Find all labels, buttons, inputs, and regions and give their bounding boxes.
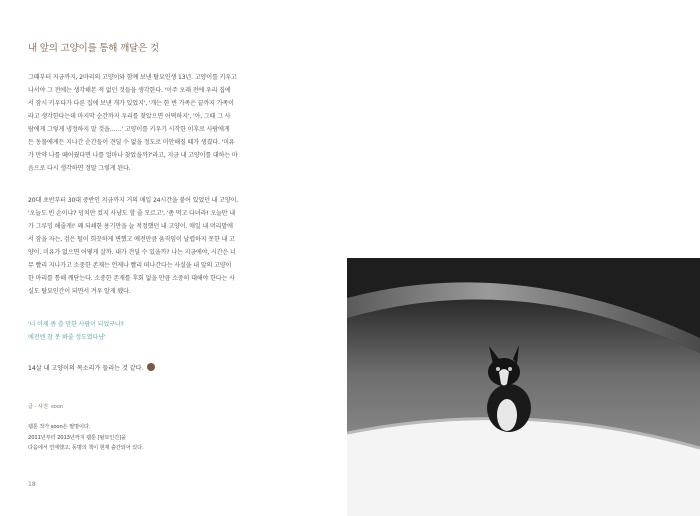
paragraph-line: 서 잠을 자는, 검은 털이 희끗하게 변했고 예전만큼 움직임이 날렵하지 못한 내 고 [28, 236, 235, 243]
paragraph-line: 서 잠시 키우다가 다른 집에 보낸 개가 있었지', '개는 한 번 가족은 끝까지 가족이 [28, 100, 234, 107]
paragraph-line: 음으로 다시 생각하면 정말 그렇게 된다. [28, 165, 131, 172]
paragraph-line: 나서야 그 전에는 생각해본 적 없던 것들을 생각한다. '이주 오래 전에 우리 집에 [28, 87, 231, 94]
paragraph-line: 든 동물에게든 지나간 순간들이 견딜 수 없을 정도로 미안해질 때가 생겼다. '미유 [28, 139, 235, 146]
paragraph-line: 실도 탈묘인간이 되면서 겨우 알게 됐다. [28, 288, 131, 295]
paragraph-line: 양이. 미유가 없으면 어떻게 살까. 내가 견딜 수 있을까? 나는 지금에야, 시간은 너 [28, 249, 236, 256]
cat-photo-image [347, 258, 700, 516]
closing-text: 14살 내 고양이의 목소리가 들리는 것 같다. [28, 365, 144, 372]
paragraph-line: '오늘도 빈 손이냐? 덩치만 컸지 사냥도 할 줄 모르고', '좀 먹고 다녀라! 오늘만 내 [28, 210, 236, 217]
paragraph-1 [28, 71, 296, 175]
credit-label: 글 · 사진 [28, 404, 48, 410]
page-number: 18 [28, 481, 36, 488]
credit-name: soon [50, 404, 64, 410]
paragraph-line: 무 빨리 지나가고 소중한 존재는 언제나 빨리 떠나간다는 사실을 내 앞의 고양이 [28, 262, 232, 269]
paragraph-line: 그때부터 지금까지, 2마리의 고양이와 함께 보낸 탈묘인생 13년. 고양이를 키우고 [28, 74, 237, 81]
cat-quote [28, 318, 124, 344]
bio-line: 다음에서 연재했고, 동명의 책이 현재 출간되어 있다. [28, 445, 144, 451]
article-title: 내 앞의 고양이를 통해 깨달은 것 [28, 43, 159, 54]
paragraph-line: 가 그루밍 해줄게!' 꽤 되쇄한 용기만을 늘 적정했던 내 고양이. 매일 내 머리맡에 [28, 223, 233, 230]
author-bio [28, 422, 144, 454]
paragraph-2 [28, 194, 296, 298]
closing-line [28, 362, 155, 375]
paw-icon [147, 363, 155, 371]
quote-line: '너 이제 좀 쓸 만한 사람이 되었구나? [28, 321, 124, 328]
quote-line: 예전엔 참 못 봐줄 정도였다냥' [28, 334, 106, 341]
credit [28, 403, 63, 410]
paragraph-line: 가 만약 나를 떼어줬다면 나를 얼마나 찾았을까?'라고, 지금 내 고양이를 대하는 마 [28, 152, 238, 159]
paragraph-line: 한 마리를 통해 깨닫는다. 소중한 존재를 후회 없을 만큼 소중히 대해야 한다는 사 [28, 275, 235, 282]
bio-line: 웹툰 작가 soon은 필명이다. [28, 424, 91, 430]
paragraph-line: 라고 생각한다는데 마지막 순간까지 우리를 찾았으면 어떡하지', '아, 그때 그 사 [28, 113, 231, 120]
paragraph-line: 람에게 그렇게 냉정하지 말 것을……' 고양이를 키우기 시작한 이후로 사람에게 [28, 126, 230, 133]
paragraph-line: 20대 초반부터 30대 중반인 지금까지 거의 매일 24시간을 붙어 있었던 내 고양이. [28, 197, 239, 204]
bio-line: 2011년부터 2013년까지 웹툰 [탈묘인간]을 [28, 434, 126, 441]
cat-photo [347, 258, 700, 516]
